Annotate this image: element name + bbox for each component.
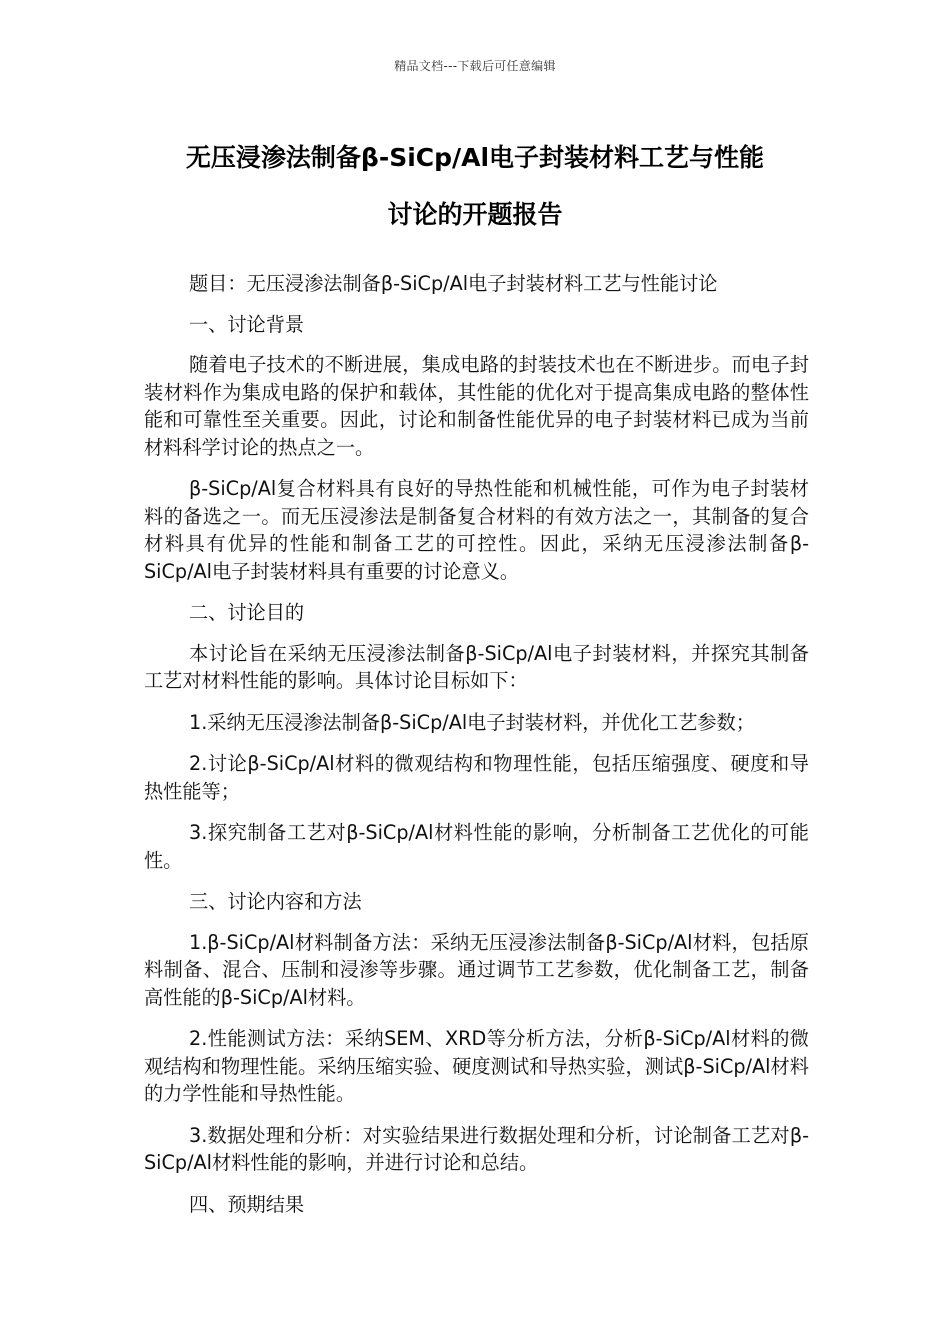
paragraph-background-2: β-SiCp/Al复合材料具有良好的导热性能和机械性能，可作为电子封装材料的备选之一。而无压浸渗法是制备复合材料的有效方法之一，其制备的复合材料具有优异的性能和制备工艺的可控性。因此，采纳无压浸渗法制备β-SiCp/Al电子封装材料具有重要的讨论意义。 — [144, 477, 809, 583]
page-header-note: 精品文档---下载后可任意编辑 — [394, 59, 556, 73]
paragraph-background-1: 随着电子技术的不断进展，集成电路的封装技术也在不断进步。而电子封装材料作为集成电路的保护和载体，其性能的优化对于提高集成电路的整体性能和可靠性至关重要。因此，讨论和制备性能优异的电子封装材料已成为当前材料科学讨论的热点之一。 — [144, 353, 809, 459]
list-item-methods-2: 2.性能测试方法：采纳SEM、XRD等分析方法，分析β-SiCp/Al材料的微观结构和物理性能。采纳压缩实验、硬度测试和导热实验，测试β-SiCp/Al材料的力学性能和导热性能。 — [144, 1027, 809, 1105]
document-title-line2: 讨论的开题报告 — [387, 200, 563, 229]
section-heading-methods: 三、讨论内容和方法 — [189, 890, 362, 913]
list-item-methods-1: 1.β-SiCp/Al材料制备方法：采纳无压浸渗法制备β-SiCp/Al材料，包括原料制备、混合、压制和浸渗等步骤。通过调节工艺参数，优化制备工艺，制备高性能的β-SiCp/Al材料。 — [144, 930, 809, 1009]
document-body — [144, 270, 809, 1231]
list-item-purpose-2: 2.讨论β-SiCp/Al材料的微观结构和物理性能，包括压缩强度、硬度和导热性能等； — [144, 752, 809, 803]
paragraph-purpose-intro: 本讨论旨在采纳无压浸渗法制备β-SiCp/Al电子封装材料，并探究其制备工艺对材料性能的影响。具体讨论目标如下： — [144, 641, 809, 692]
list-item-methods-3: 3.数据处理和分析：对实验结果进行数据处理和分析，讨论制备工艺对β-SiCp/Al材料性能的影响，并进行讨论和总结。 — [144, 1123, 809, 1174]
section-heading-expected-results: 四、预期结果 — [189, 1192, 305, 1216]
section-heading-background: 一、讨论背景 — [189, 312, 305, 336]
list-item-purpose-3: 3.探究制备工艺对β-SiCp/Al材料性能的影响，分析制备工艺优化的可能性。 — [144, 821, 809, 872]
document-title-line1: 无压浸渗法制备β-SiCp/Al电子封装材料工艺与性能 — [185, 143, 765, 172]
section-heading-purpose: 二、讨论目的 — [189, 601, 305, 624]
list-item-purpose-1: 1.采纳无压浸渗法制备β-SiCp/Al电子封装材料，并优化工艺参数； — [189, 710, 755, 734]
subject-line: 题目：无压浸渗法制备β-SiCp/Al电子封装材料工艺与性能讨论 — [189, 272, 718, 295]
